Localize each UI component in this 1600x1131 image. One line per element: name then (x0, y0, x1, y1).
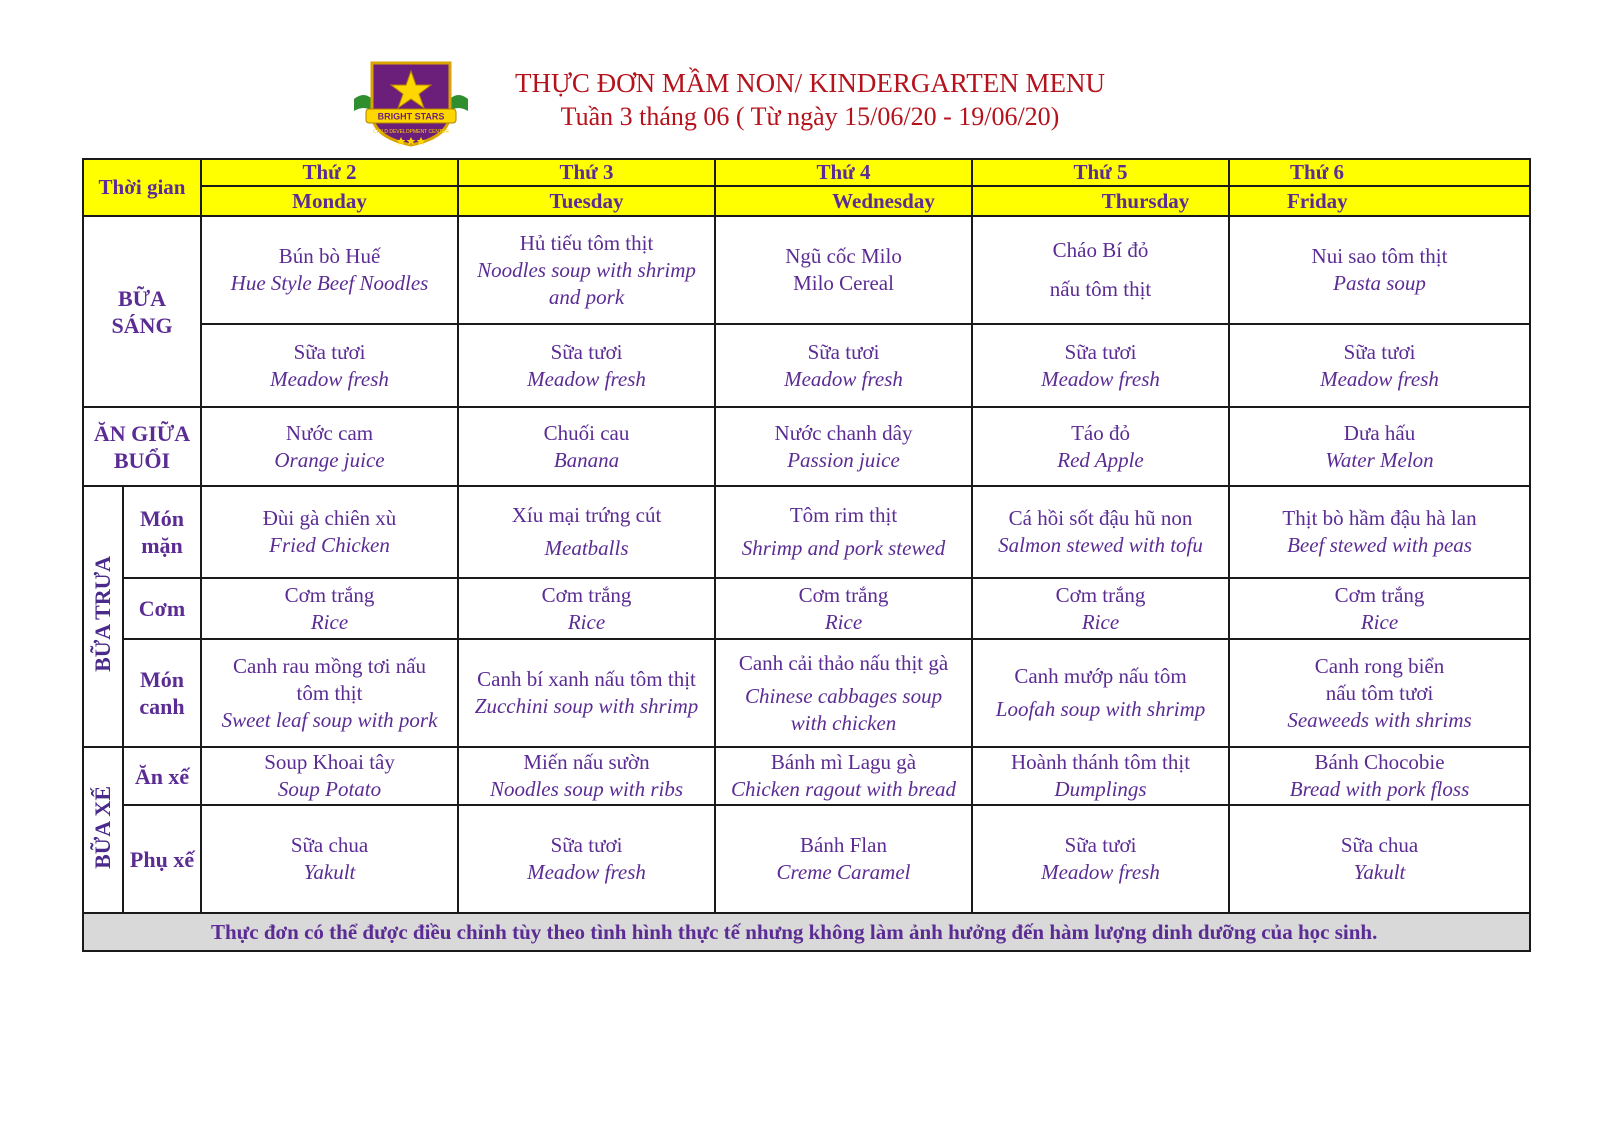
menu-cell (715, 805, 972, 913)
dish-vn: Bánh mì Lagu gà (770, 750, 917, 774)
menu-cell (972, 407, 1229, 486)
an-xe-row (83, 747, 1530, 805)
logo-shield-icon (350, 55, 472, 147)
dish-vn: Sữa tươi (550, 339, 623, 364)
lunch-rice-row (83, 578, 1530, 639)
dish-vn: Sữa chua (290, 833, 369, 857)
dish-vn: Ngũ cốc Milo (785, 244, 902, 268)
dish-vn: Sữa tươi (1064, 339, 1137, 364)
dish-en: Chinese cabbages soup with chicken (744, 683, 943, 735)
dish-en: Water Melon (1325, 447, 1434, 472)
phu-xe-label: Phụ xế (123, 805, 201, 913)
dish-en: Soup Potato (277, 777, 382, 801)
dish-vn: Bún bò Huế (278, 244, 381, 268)
menu-cell (458, 805, 715, 913)
day-en-tue: Tuesday (458, 186, 715, 216)
day-vn-tue: Thứ 3 (458, 159, 715, 186)
lunch-soup-label-text: Món canh (139, 667, 185, 719)
time-header: Thời gian (83, 159, 201, 216)
dish-en: Meadow fresh (784, 366, 903, 391)
day-vn-wed: Thứ 4 (715, 159, 972, 186)
menu-cell (458, 407, 715, 486)
dish-vn: Canh bí xanh nấu tôm thịt (477, 667, 696, 691)
dish-vn: Sữa tươi (293, 339, 366, 364)
dish-en: Yakult (1353, 860, 1406, 884)
dish-en: Meadow fresh (1041, 860, 1160, 884)
dish-vn: Táo đỏ (1071, 420, 1130, 445)
dish-vn: Nước chanh dây (774, 420, 913, 445)
menu-cell (201, 747, 458, 805)
menu-cell (1229, 486, 1530, 578)
lunch-soup-label (123, 639, 201, 747)
midmorning-row (83, 407, 1530, 486)
menu-cell (201, 486, 458, 578)
footer-row (83, 913, 1530, 951)
menu-cell (1229, 578, 1530, 639)
svg-text:BRIGHT STARS: BRIGHT STARS (377, 111, 445, 122)
menu-cell (715, 578, 972, 639)
dish-en: Noodles soup with ribs (489, 777, 684, 801)
dish-en: Banana (553, 447, 620, 472)
dish-en: Meatballs (544, 536, 629, 560)
dish-en: Zucchini soup with shrimp (474, 694, 699, 718)
menu-cell (715, 747, 972, 805)
menu-cell (715, 639, 972, 747)
dish-vn: Cá hồi sốt đậu hũ non (1008, 506, 1193, 530)
dish-en: Shrimp and pork stewed (741, 536, 946, 560)
menu-cell (715, 486, 972, 578)
dish-en: Rice (1081, 609, 1120, 634)
menu-cell (1229, 639, 1530, 747)
dish-en: Passion juice (787, 447, 900, 472)
lunch-main-label (123, 486, 201, 578)
header-row-vn (83, 159, 1530, 186)
dish-en: Dumplings (1054, 777, 1147, 801)
svg-text:CHILD DEVELOPMENT CENTER: CHILD DEVELOPMENT CENTER (372, 129, 450, 135)
dish-vn: Xíu mại trứng cút (511, 503, 662, 527)
dish-en: Noodles soup with shrimp and pork (477, 257, 696, 309)
dish-vn: Sữa tươi (550, 833, 623, 857)
dish-en: Salmon stewed with tofu (998, 533, 1203, 557)
menu-subtitle: Tuần 3 tháng 06 ( Từ ngày 15/06/20 - 19/06/20) (560, 102, 1060, 131)
phu-xe-row (83, 805, 1530, 913)
day-en-mon: Monday (201, 186, 458, 216)
lunch-group-label (83, 486, 123, 747)
menu-cell (972, 747, 1229, 805)
dish-en: Orange juice (274, 447, 385, 472)
day-en-wed: Wednesday (715, 186, 972, 216)
dish-vn: Hoành thánh tôm thịt (1010, 750, 1191, 774)
dish-en: Rice (1360, 609, 1399, 634)
menu-cell (458, 324, 715, 407)
dish-vn: Tôm rim thịt (789, 503, 898, 527)
dish-vn: Hủ tiếu tôm thịt (519, 230, 654, 255)
menu-cell (715, 407, 972, 486)
day-vn-mon: Thứ 2 (201, 159, 458, 186)
dish-vn: Canh mướp nấu tôm (1014, 664, 1187, 688)
dish-en: Creme Caramel (776, 860, 911, 884)
dish-en: Meadow fresh (270, 366, 389, 391)
menu-cell (1229, 324, 1530, 407)
dish-en: Meadow fresh (527, 366, 646, 391)
lunch-rice-label: Cơm (123, 578, 201, 639)
breakfast-main-row (83, 216, 1530, 324)
dish-vn: Thịt bò hầm đậu hà lan (1282, 506, 1477, 530)
menu-cell (458, 747, 715, 805)
lunch-soup-row (83, 639, 1530, 747)
dish-vn: Miến nấu sườn (523, 750, 650, 774)
dish-en: nấu tôm thịt (1049, 277, 1152, 301)
dish-en: Rice (824, 609, 863, 634)
dish-en: Red Apple (1057, 447, 1144, 472)
menu-cell (972, 486, 1229, 578)
dish-vn: Chuối cau (543, 420, 630, 445)
dish-en: Hue Style Beef Noodles (230, 271, 429, 295)
menu-cell (458, 578, 715, 639)
dish-vn: Canh cải thảo nấu thịt gà (738, 650, 949, 675)
menu-cell (201, 324, 458, 407)
midmorning-label (83, 407, 201, 486)
dish-vn: Bánh Chocobie (1314, 750, 1445, 774)
dish-en: Fried Chicken (269, 533, 390, 557)
menu-cell (201, 639, 458, 747)
menu-cell (972, 578, 1229, 639)
menu-table (82, 158, 1531, 952)
dish-vn: Sữa chua (1340, 833, 1419, 857)
day-en-fri: Friday (1229, 186, 1530, 216)
menu-cell (201, 407, 458, 486)
menu-title: THỰC ĐƠN MẦM NON/ KINDERGARTEN MENU (514, 68, 1106, 98)
menu-cell (972, 639, 1229, 747)
dish-en: Yakult (303, 860, 356, 884)
footer-note: Thực đơn có thể được điều chỉnh tùy theo tình hình thực tế nhưng không làm ảnh hưởng đến hàm lượng dinh dưỡng của học sinh. (83, 913, 1530, 951)
menu-title-block (480, 66, 1140, 134)
day-en-thu: Thursday (972, 186, 1229, 216)
dish-vn: Cháo Bí đỏ (1052, 238, 1149, 262)
dish-en: Loofah soup with shrimp (995, 697, 1206, 721)
school-logo (350, 55, 472, 147)
menu-cell (458, 216, 715, 324)
menu-cell (972, 324, 1229, 407)
menu-cell (201, 805, 458, 913)
menu-cell (972, 216, 1229, 324)
dish-vn: Sữa tươi (1343, 339, 1416, 364)
dish-en: Bread with pork floss (1289, 777, 1470, 801)
dish-en: Rice (567, 609, 606, 634)
dish-vn: Nui sao tôm thịt (1311, 244, 1448, 268)
menu-cell (458, 639, 715, 747)
menu-cell (1229, 747, 1530, 805)
breakfast-label (83, 216, 201, 407)
afternoon-group-label (83, 747, 123, 913)
dish-en: Pasta soup (1333, 271, 1426, 295)
dish-vn: Nước cam (285, 420, 374, 445)
dish-vn: Soup Khoai tây (264, 750, 395, 774)
header-row-en (83, 186, 1530, 216)
dish-vn: Cơm trắng (284, 582, 375, 607)
dish-vn: Bánh Flan (800, 833, 887, 857)
dish-vn: Cơm trắng (1334, 582, 1425, 607)
menu-cell (715, 216, 972, 324)
menu-cell (1229, 407, 1530, 486)
menu-cell (1229, 216, 1530, 324)
dish-vn: Cơm trắng (1055, 582, 1146, 607)
menu-cell (1229, 805, 1530, 913)
lunch-main-label-text: Món mặn (140, 506, 184, 558)
dish-en: Milo Cereal (793, 271, 894, 295)
midmorning-label-text: ĂN GIỮA BUỔI (93, 420, 191, 473)
menu-cell (201, 578, 458, 639)
menu-cell (201, 216, 458, 324)
dish-en: Meadow fresh (527, 860, 646, 884)
lunch-main-row (83, 486, 1530, 578)
dish-vn: Sữa tươi (1064, 833, 1137, 857)
dish-en: Meadow fresh (1041, 366, 1160, 391)
dish-vn: Cơm trắng (798, 582, 889, 607)
dish-en: Beef stewed with peas (1287, 533, 1472, 557)
dish-vn: Canh rong biển nấu tôm tươi (1314, 653, 1445, 705)
dish-vn: Cơm trắng (541, 582, 632, 607)
dish-en: Seaweeds with shrims (1287, 707, 1472, 732)
dish-vn: Đùi gà chiên xù (262, 506, 397, 530)
dish-vn: Canh rau mồng tơi nấu tôm thịt (232, 653, 427, 705)
dish-en: Chicken ragout with bread (731, 777, 956, 801)
breakfast-label-text: BỮA SÁNG (111, 285, 173, 338)
day-vn-thu: Thứ 5 (972, 159, 1229, 186)
breakfast-milk-row (83, 324, 1530, 407)
dish-en: Meadow fresh (1320, 366, 1439, 391)
dish-vn: Dưa hấu (1343, 420, 1416, 445)
lunch-label-text: BỮA TRƯA (90, 556, 115, 672)
dish-en: Rice (310, 609, 349, 634)
an-xe-label: Ăn xế (123, 747, 201, 805)
menu-cell (458, 486, 715, 578)
dish-en: Sweet leaf soup with pork (221, 707, 438, 732)
afternoon-label-text: BỮA XẾ (90, 786, 115, 869)
menu-cell (715, 324, 972, 407)
menu-cell (972, 805, 1229, 913)
dish-vn: Sữa tươi (807, 339, 880, 364)
day-vn-fri: Thứ 6 (1229, 159, 1530, 186)
